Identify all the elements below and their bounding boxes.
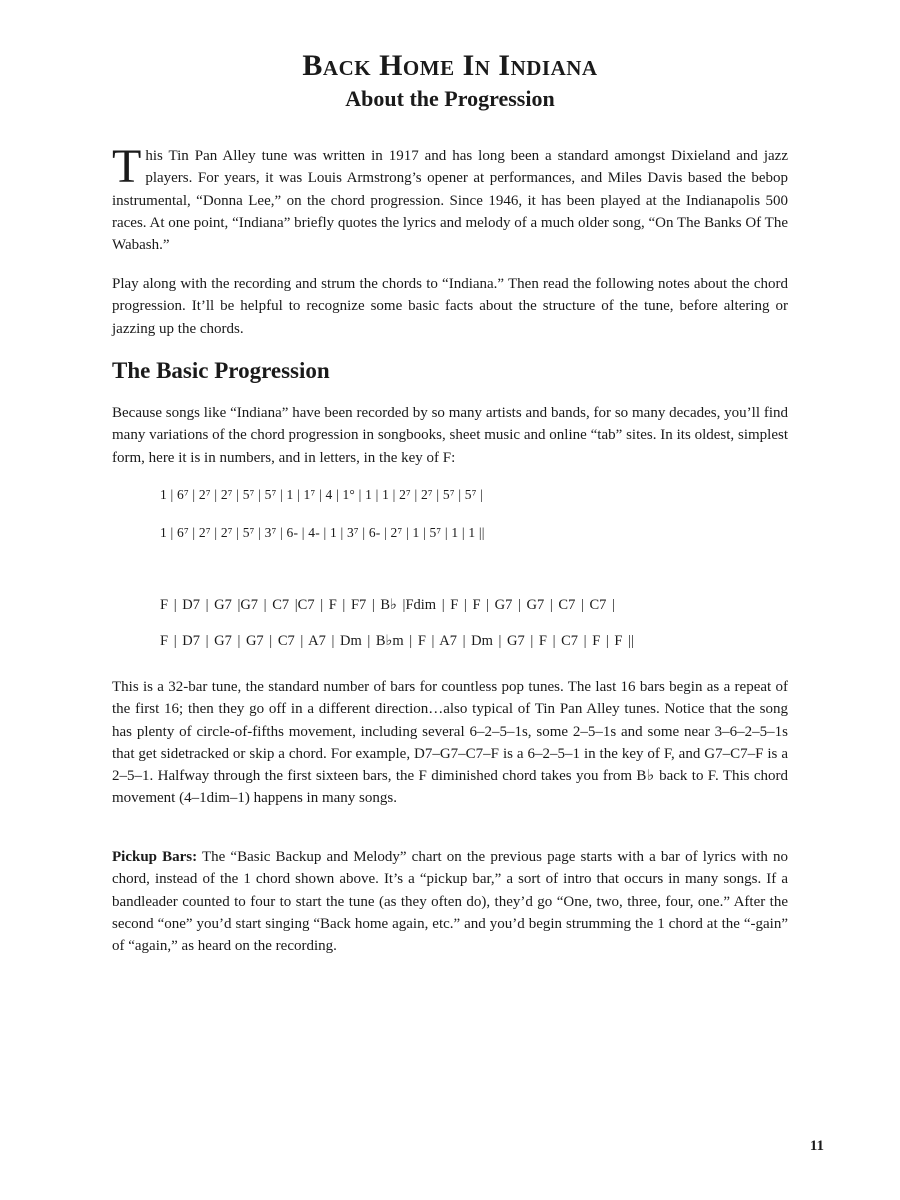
number-line-1: 1 | 6⁷ | 2⁷ | 2⁷ | 5⁷ | 5⁷ | 1 | 1⁷ | 4 | 1° | 1 | 1 | 2⁷ | 2⁷ | 5⁷ | 5⁷ | [160, 487, 484, 502]
section-heading: The Basic Progression [112, 358, 330, 383]
pickup-bars-text: The “Basic Backup and Melody” chart on the previous page starts with a bar of lyrics with no chord, instead of the 1 chord shown above. It’s a “pickup bar,” a sort of intro that occurs in many songs. If a bandleader counted to four to start the tune (as they often do), they’d go “One, two, three, four, one.” After the second “one” you’d start singing “Back home again, etc.” and you’d begin strumming the 1 chord at the “-gain” of “again,” as heard on the recording. [112, 849, 788, 955]
page-title: Back Home In Indiana [302, 49, 598, 82]
drop-cap: T [112, 140, 142, 193]
progression-intro-paragraph: Because songs like “Indiana” have been recorded by so many artists and bands, for so many decades, you’ll find many variations of the chord progression in songbooks, sheet music and online “tab” sites. In its oldest, simplest form, here it is in numbers, and in letters, in the key of F: [112, 405, 788, 466]
pickup-bars-paragraph [112, 846, 788, 957]
chord-line-2: F | D7 | G7 | G7 | C7 | A7 | Dm | B♭m | F | A7 | Dm | G7 | F | C7 | F | F || [160, 633, 634, 649]
intro-text: his Tin Pan Alley tune was written in 1917 and has long been a standard amongst Dixieland and jazz players. For years, it was Louis Armstrong’s opener at performances, and Miles Davis based the bebop instrumental, “Donna Lee,” on the chord progression. Since 1946, it has been played at the Indianapolis 500 races. At one point, “Indiana” briefly quotes the lyrics and melody of a much older song, “On The Banks Of The Wabash.” [112, 148, 788, 254]
chord-line-1: F | D7 | G7 |G7 | C7 |C7 | F | F7 | B♭ |Fdim | F | F | G7 | G7 | C7 | C7 | [160, 597, 615, 613]
intro-paragraph [112, 140, 788, 256]
play-along-paragraph: Play along with the recording and strum the chords to “Indiana.” Then read the following notes about the chord progression. It’ll be helpful to recognize some basic facts about the structure of the tune, before altering or jazzing up the chords. [112, 276, 788, 337]
page-number: 11 [809, 1138, 824, 1154]
page-subtitle: About the Progression [345, 86, 555, 111]
number-line-2: 1 | 6⁷ | 2⁷ | 2⁷ | 5⁷ | 3⁷ | 6- | 4- | 1 | 3⁷ | 6- | 2⁷ | 1 | 5⁷ | 1 | 1 || [160, 525, 485, 540]
structure-paragraph: This is a 32-bar tune, the standard number of bars for countless pop tunes. The last 16 bars begin as a repeat of the first 16; then they go off in a different direction…also typical of Tin Pan Alley tunes. Notice that the song has plenty of circle-of-fifths movement, including several 6–2–5–1s, some 2–5–1s and some near 3–6–2–5–1s that get sidetracked or skip a chord. For example, D7–G7–C7–F is a 6–2–5–1 in the key of F, and G7–C7–F is a 2–5–1. Halfway through the first sixteen bars, the F diminished chord takes you from B♭ back to F. This chord movement (4–1dim–1) happens in many songs. [112, 679, 788, 807]
pickup-bars-label: Pickup Bars: [112, 849, 198, 865]
